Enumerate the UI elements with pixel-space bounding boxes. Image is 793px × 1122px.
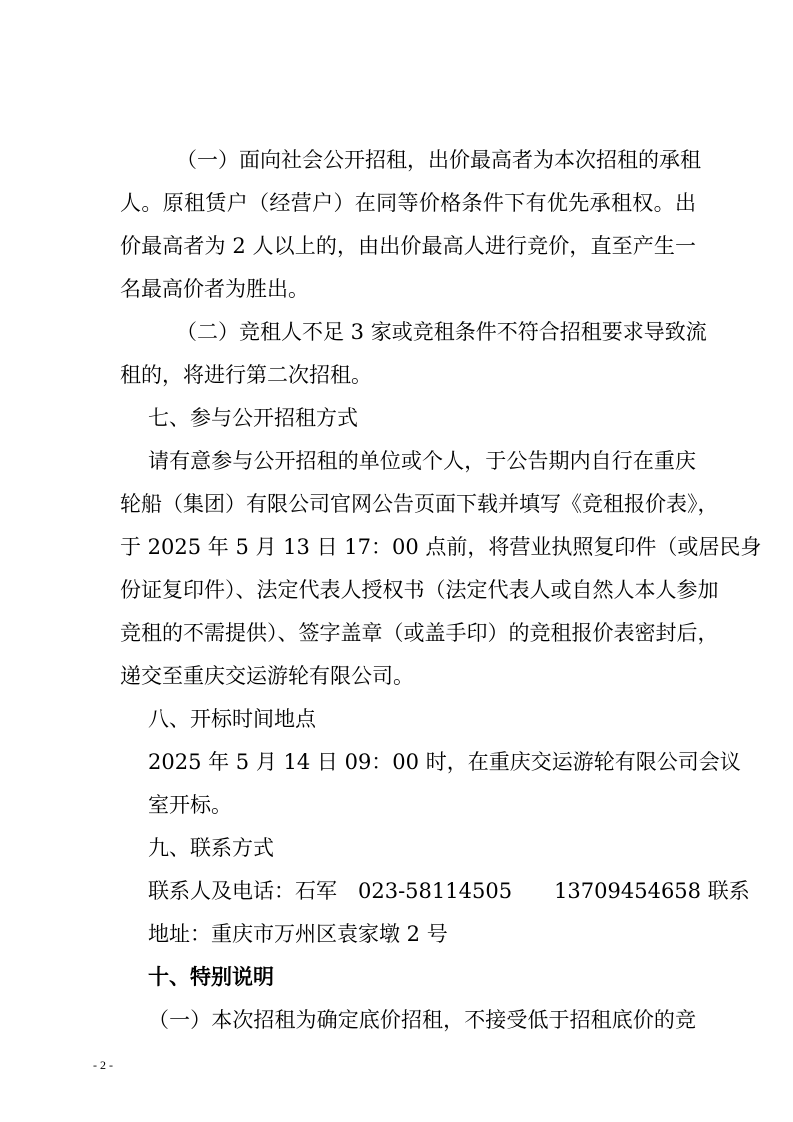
paragraph-1-line-4: 名最高价者为胜出。 <box>120 277 309 301</box>
contact-phone-line: 联系人及电话：石军 023-58114505 13709454658 联系 <box>148 879 750 903</box>
section-7-line-5: 竞租的不需提供）、签字盖章（或盖手印）的竞租报价表密封后， <box>120 621 719 645</box>
section-8-line-2: 室开标。 <box>148 793 232 817</box>
paragraph-2-line-2: 租的，将进行第二次招租。 <box>120 363 372 387</box>
paragraph-1-line-3: 价最高者为 2 人以上的，由出价最高人进行竞价，直至产生一 <box>120 234 696 258</box>
section-8-heading: 八、开标时间地点 <box>148 707 316 731</box>
paragraph-2-line-1: （二）竞租人不足 3 家或竞租条件不符合招租要求导致流 <box>176 320 707 344</box>
section-9-heading: 九、联系方式 <box>148 836 274 860</box>
section-10-heading: 十、特别说明 <box>148 965 274 989</box>
section-7-line-3: 于 2025 年 5 月 13 日 17：00 点前，将营业执照复印件（或居民身 <box>120 535 762 559</box>
section-7-heading: 七、参与公开招租方式 <box>148 406 358 430</box>
paragraph-1-line-2: 人。原租赁户（经营户）在同等价格条件下有优先承租权。出 <box>120 191 696 215</box>
section-7-line-2: 轮船（集团）有限公司官网公告页面下载并填写《竞租报价表》， <box>120 492 719 516</box>
contact-address-line: 地址：重庆市万州区袁家墩 2 号 <box>148 922 448 946</box>
page-number: - 2 - <box>93 1058 113 1072</box>
paragraph-1-line-1: （一）面向社会公开招租，出价最高者为本次招租的承租 <box>176 148 701 172</box>
section-7-line-4: 份证复印件）、法定代表人授权书（法定代表人或自然人本人参加 <box>120 578 719 602</box>
section-7-line-6: 递交至重庆交运游轮有限公司。 <box>120 664 414 688</box>
section-7-line-1: 请有意参与公开招租的单位或个人，于公告期内自行在重庆 <box>148 449 696 473</box>
section-8-line-1: 2025 年 5 月 14 日 09：00 时，在重庆交运游轮有限公司会议 <box>148 750 741 774</box>
section-10-line-1: （一）本次招租为确定底价招租，不接受低于招租底价的竞 <box>148 1008 696 1032</box>
